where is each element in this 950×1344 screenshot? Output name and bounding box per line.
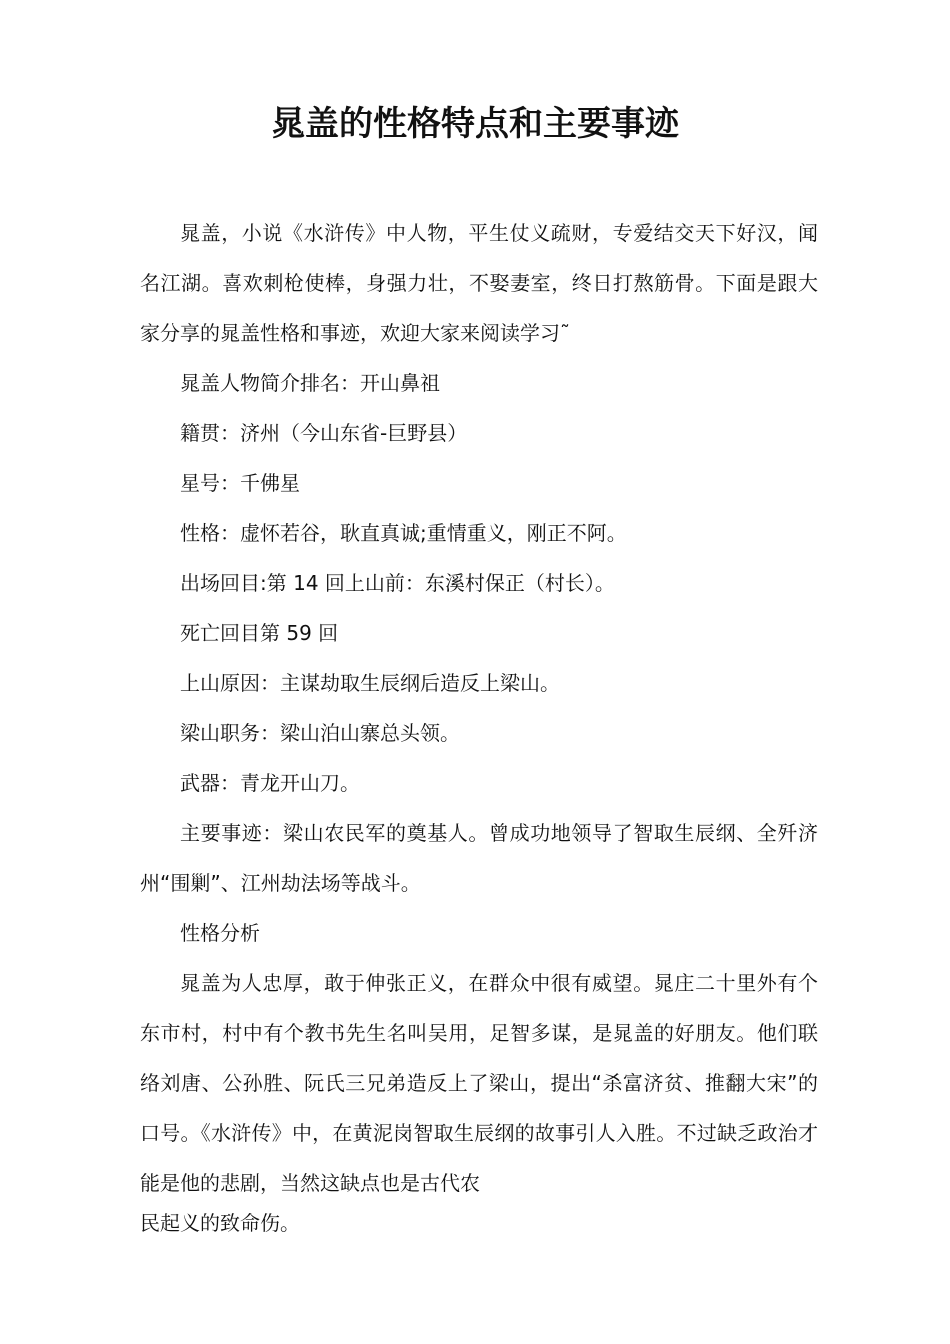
section-heading-personality-analysis: 性格分析 (180, 921, 260, 945)
intro-paragraph: 晁盖，小说《水浒传》中人物，平生仗义疏财，专爱结交天下好汉，闻名江湖。喜欢刺枪使棒，身强力壮，不娶妻室，终日打熬筋骨。下面是跟大家分享的晁盖性格和事迹，欢迎大家来阅读学习˜ (140, 221, 818, 345)
profile-death-chapter: 死亡回目第 59 回 (180, 621, 339, 645)
profile-reason: 上山原因：主谋劫取生辰纲后造反上梁山。 (180, 671, 560, 695)
profile-position: 梁山职务：梁山泊山寨总头领。 (180, 721, 460, 745)
analysis-paragraph: 晁盖为人忠厚，敢于伸张正义，在群众中很有威望。晁庄二十里外有个东市村，村中有个教书先生名叫吴用，足智多谋，是晁盖的好朋友。他们联络刘唐、公孙胜、阮氏三兄弟造反上了梁山，提出“杀富济贫、推翻大宋”的口号。《水浒传》中，在黄泥岗智取生辰纲的故事引人入胜。不过缺乏政治才能是他的悲剧，当然这缺点也是古代农 (140, 971, 818, 1195)
profile-ranking: 晁盖人物简介排名：开山鼻祖 (180, 371, 440, 395)
profile-hometown: 籍贯：济州（今山东省-巨野县） (180, 421, 468, 445)
profile-weapon: 武器：青龙开山刀。 (180, 771, 360, 795)
analysis-last-line: 民起义的致命伤。 (140, 1211, 300, 1235)
document-body (140, 208, 818, 1238)
document-title: 晁盖的性格特点和主要事迹 (271, 104, 679, 144)
profile-debut-chapter: 出场回目:第 14 回上山前：东溪村保正（村长）。 (180, 571, 615, 595)
profile-personality: 性格：虚怀若谷，耿直真诚;重情重义，刚正不阿。 (180, 521, 627, 545)
main-deeds-paragraph: 主要事迹：梁山农民军的奠基人。曾成功地领导了智取生辰纲、全歼济州“围剿”、江州劫法场等战斗。 (140, 821, 818, 895)
profile-star: 星号：千佛星 (180, 471, 300, 495)
